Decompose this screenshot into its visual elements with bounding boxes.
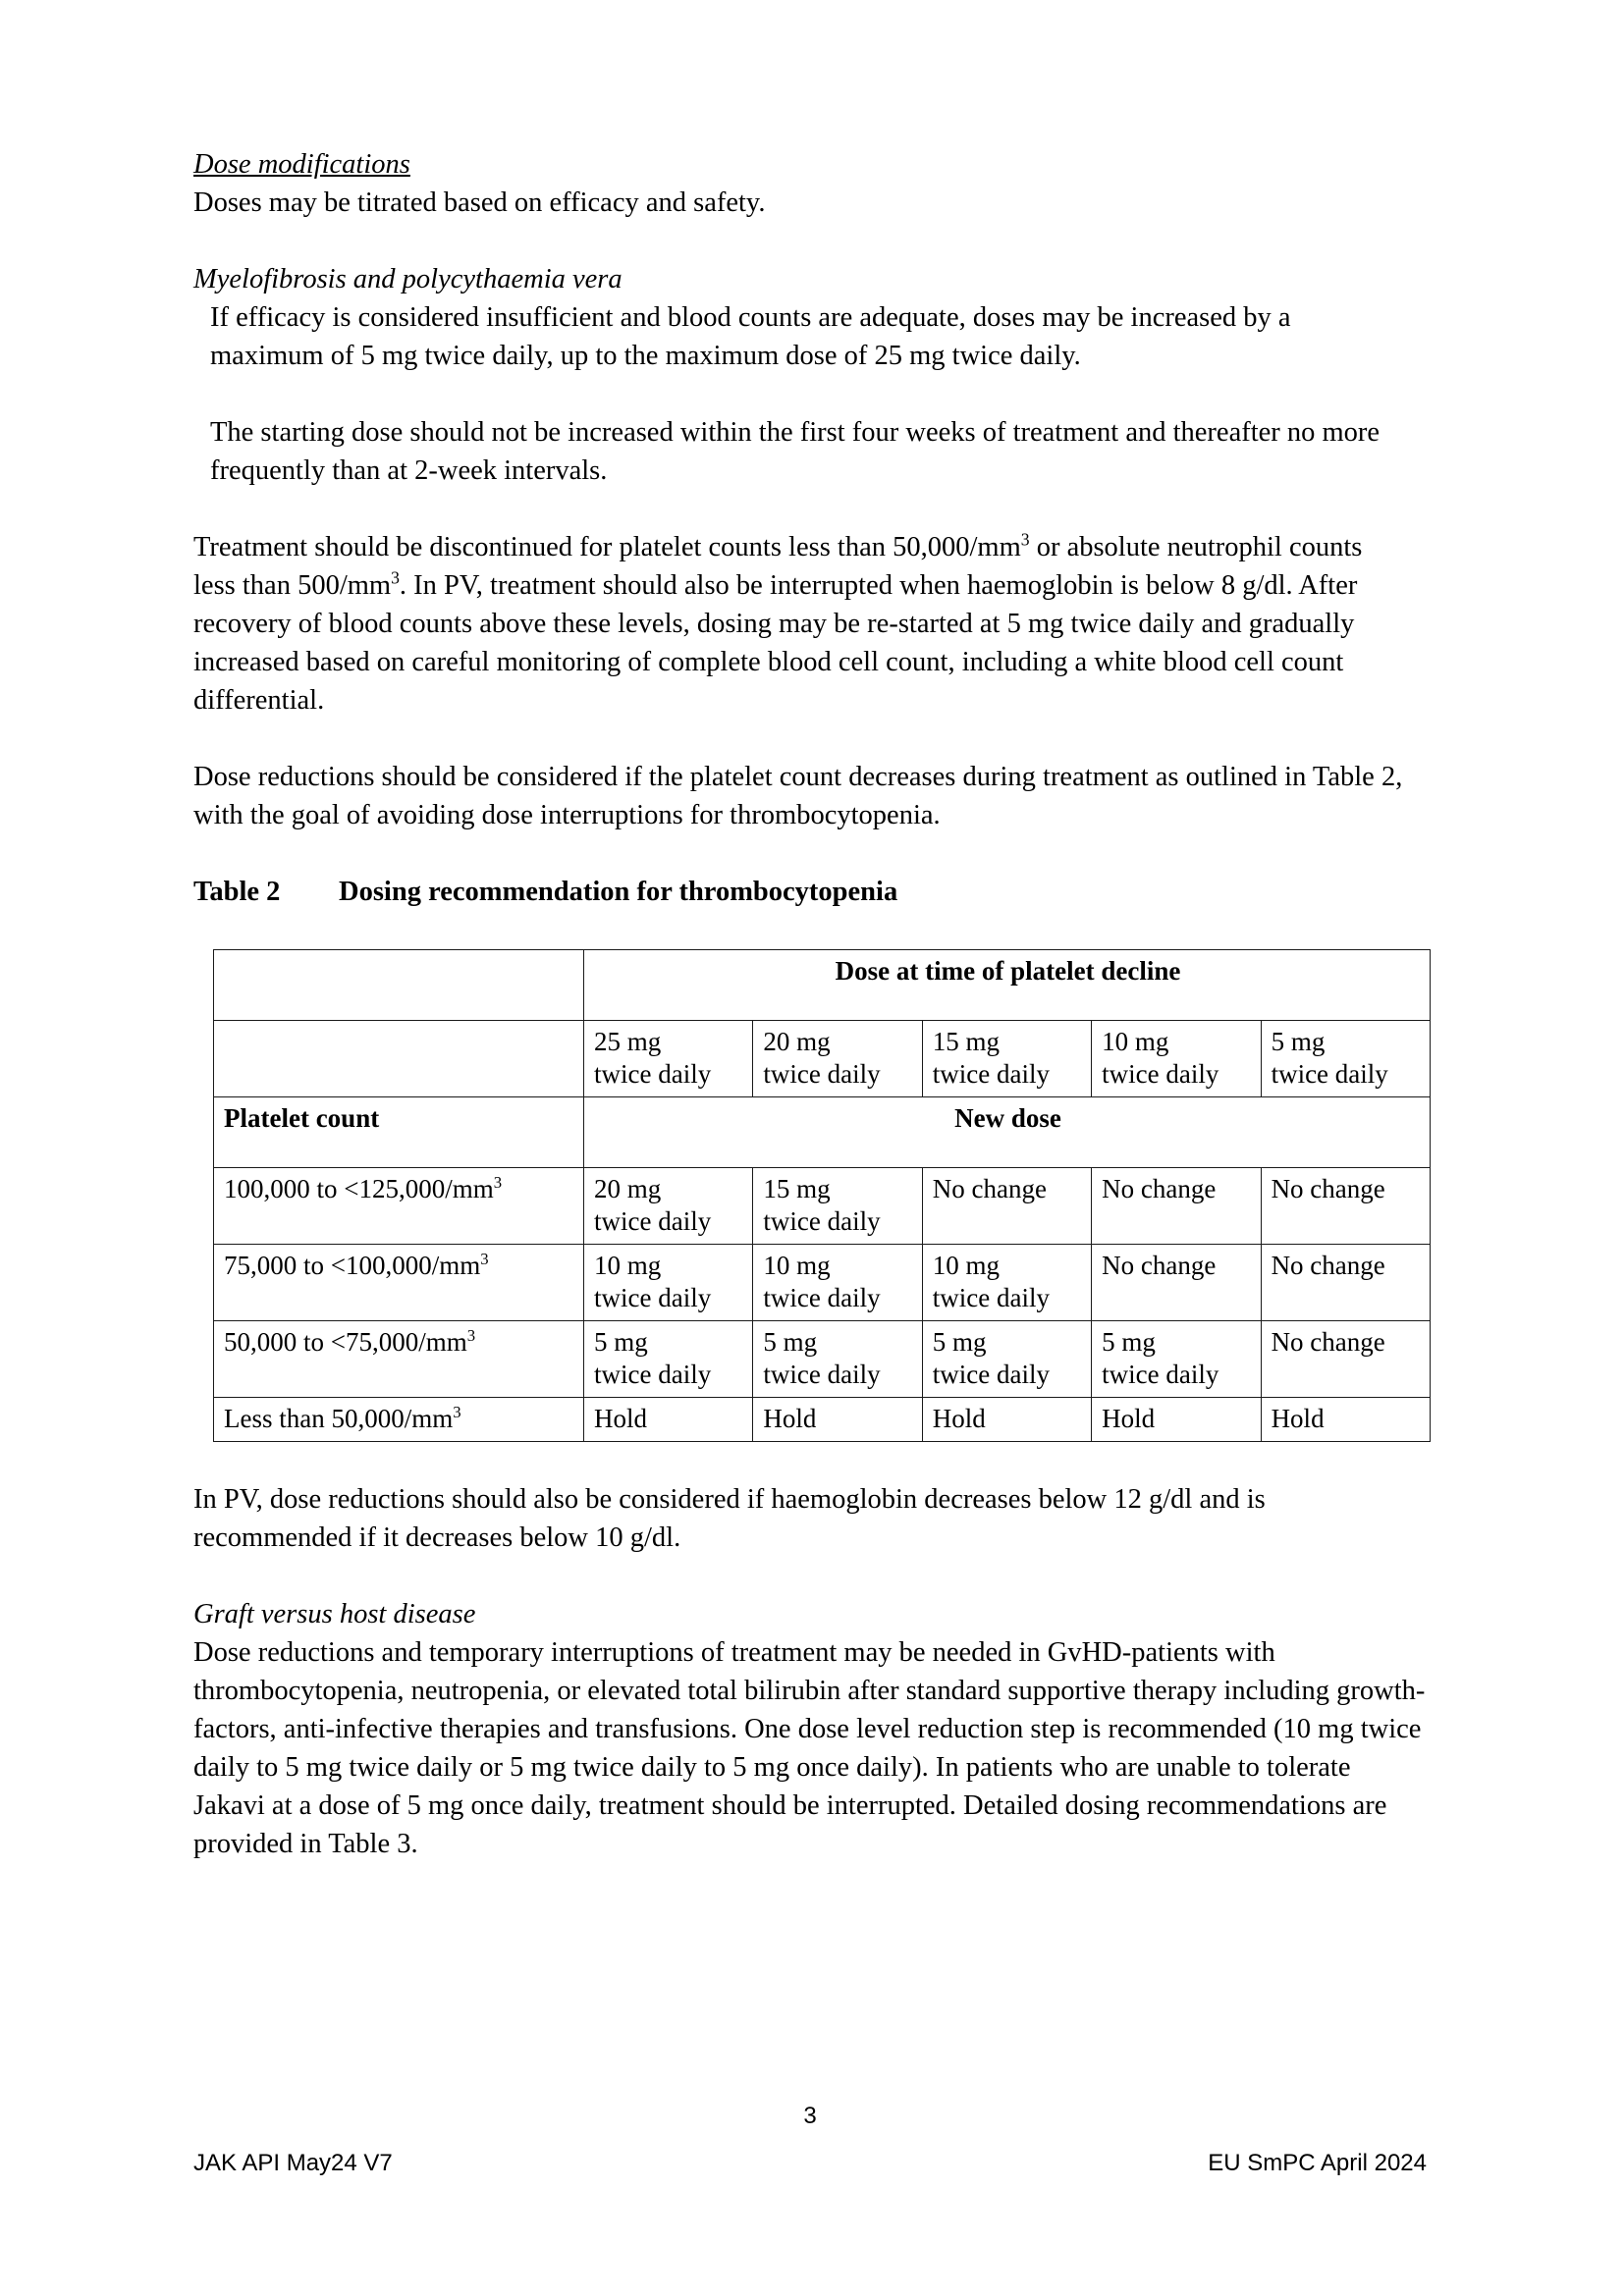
- spacer: [193, 490, 1427, 528]
- discontinuation-text-part-3: . In PV, treatment should also be interrupted when haemoglobin is below 8 g/dl. After recovery of blood counts above these levels, dosing may be re-started at 5 mg twice daily and gradually increased based on careful monitoring of complete blood cell count, including a white blood cell count differential.: [193, 570, 1358, 716]
- cell-new-dose-header: New dose: [584, 1097, 1431, 1168]
- cell-new-dose-2: [753, 1321, 922, 1398]
- cell-dose-column-3: [922, 1021, 1091, 1097]
- table2-caption-number: Table 2: [193, 877, 281, 907]
- dose-frequency: twice daily: [1102, 1059, 1219, 1089]
- page-number: 3: [803, 2103, 817, 2129]
- cell-new-dose-1: [584, 1321, 753, 1398]
- new-dose-line1: No change: [1102, 1251, 1217, 1280]
- page-content: [193, 145, 1427, 1863]
- cell-new-dose-5: [1261, 1245, 1430, 1321]
- superscript-cubic-mm: 3: [480, 1250, 489, 1268]
- new-dose-line1: No change: [932, 1174, 1047, 1203]
- cell-dose-column-5: [1261, 1021, 1430, 1097]
- dose-value: 10 mg: [1102, 1027, 1169, 1056]
- paragraph-efficacy-increase: If efficacy is considered insufficient and blood counts are adequate, doses may be increased by a maximum of 5 mg twice daily, up to the maximum dose of 25 mg twice daily.: [210, 302, 1291, 371]
- spacer: [193, 222, 1427, 260]
- paragraph-pv-haemoglobin: In PV, dose reductions should also be considered if haemoglobin decreases below 12 g/dl and is recommended if it decreases below 10 g/dl.: [193, 1484, 1266, 1553]
- footer-smpc-date: EU SmPC April 2024: [1208, 2150, 1427, 2176]
- paragraph-intro: Doses may be titrated based on efficacy and safety.: [193, 187, 766, 218]
- new-dose-line1: No change: [1271, 1251, 1385, 1280]
- table2-caption: [193, 873, 1427, 911]
- cell-new-dose-5: [1261, 1321, 1430, 1398]
- cell-dose-column-4: [1092, 1021, 1261, 1097]
- cell-new-dose-2: [753, 1245, 922, 1321]
- platelet-range-text: Less than 50,000/mm: [224, 1404, 454, 1433]
- new-dose-line1: No change: [1271, 1327, 1385, 1357]
- dose-value: 20 mg: [763, 1027, 831, 1056]
- dose-frequency: twice daily: [1271, 1059, 1388, 1089]
- cell-empty-corner: [214, 950, 584, 1021]
- spacer: [193, 375, 1427, 413]
- new-dose-line1: 10 mg: [932, 1251, 1001, 1280]
- new-dose-line2: twice daily: [763, 1206, 881, 1236]
- dose-value: 5 mg: [1271, 1027, 1326, 1056]
- new-dose-line1: 15 mg: [763, 1174, 831, 1203]
- dose-value: 25 mg: [594, 1027, 662, 1056]
- spacer: [193, 1557, 1427, 1595]
- cell-group-header-dose-at-decline: Dose at time of platelet decline: [584, 950, 1431, 1021]
- cell-platelet-range: [214, 1321, 584, 1398]
- paragraph-dose-reductions-table-ref: Dose reductions should be considered if the platelet count decreases during treatment as outlined in Table 2, with the goal of avoiding dose interruptions for thrombocytopenia.: [193, 762, 1403, 830]
- cell-new-dose-3: [922, 1245, 1091, 1321]
- superscript-cubic-mm-2: 3: [391, 567, 400, 588]
- cell-new-dose-4: Hold: [1092, 1398, 1261, 1442]
- cell-platelet-count-header: Platelet count: [214, 1097, 584, 1168]
- footer-document-code: JAK API May24 V7: [193, 2150, 393, 2176]
- table2-body: [214, 950, 1431, 1442]
- new-dose-line1: No change: [1271, 1174, 1385, 1203]
- cell-new-dose-4: [1092, 1321, 1261, 1398]
- paragraph-gvhd-dose-reductions: Dose reductions and temporary interruptions of treatment may be needed in GvHD-patients with thrombocytopenia, neutropenia, or elevated total bilirubin after standard supportive therapy including growth-factors, anti-infective therapies and transfusions. One dose level reduction step is recommended (10 mg twice daily to 5 mg twice daily or 5 mg twice daily to 5 mg once daily). In patients who are unable to tolerate Jakavi at a dose of 5 mg once daily, treatment should be interrupted. Detailed dosing recommendations are provided in Table 3.: [193, 1637, 1426, 1859]
- dose-frequency: twice daily: [763, 1059, 881, 1089]
- new-dose-line1: 5 mg: [1102, 1327, 1156, 1357]
- cell-dose-column-2: [753, 1021, 922, 1097]
- paragraph-discontinuation-criteria: [193, 528, 1396, 720]
- table-row-new-dose-header: [214, 1097, 1431, 1168]
- subheading-myelofibrosis-polycythaemia-vera: Myelofibrosis and polycythaemia vera: [193, 264, 623, 294]
- subheading-graft-versus-host-disease: Graft versus host disease: [193, 1599, 476, 1629]
- cell-new-dose-3: [922, 1321, 1091, 1398]
- new-dose-line2: twice daily: [1102, 1360, 1219, 1389]
- dose-frequency: twice daily: [932, 1059, 1050, 1089]
- spacer: [193, 834, 1427, 873]
- cell-new-dose-4: [1092, 1245, 1261, 1321]
- superscript-cubic-mm-1: 3: [1020, 529, 1030, 550]
- new-dose-line2: twice daily: [763, 1360, 881, 1389]
- table-row: [214, 1168, 1431, 1245]
- table-row: [214, 1398, 1431, 1442]
- cell-new-dose-3: [922, 1168, 1091, 1245]
- new-dose-line2: twice daily: [594, 1283, 712, 1312]
- new-dose-line1: 20 mg: [594, 1174, 662, 1203]
- dose-frequency: twice daily: [594, 1059, 712, 1089]
- discontinuation-text-part-2: or absolute neutrophil counts less than 500/mm: [193, 532, 1363, 601]
- cell-new-dose-1: [584, 1168, 753, 1245]
- table-row-group-header: [214, 950, 1431, 1021]
- cell-new-dose-5: [1261, 1168, 1430, 1245]
- paragraph-starting-dose-interval: The starting dose should not be increased within the first four weeks of treatment and thereafter no more frequently than at 2-week intervals.: [210, 417, 1380, 486]
- cell-platelet-range: [214, 1168, 584, 1245]
- cell-new-dose-5: Hold: [1261, 1398, 1430, 1442]
- new-dose-line2: twice daily: [594, 1206, 712, 1236]
- platelet-range-text: 75,000 to <100,000/mm: [224, 1251, 481, 1280]
- table2-caption-title: Dosing recommendation for thrombocytopenia: [339, 877, 898, 907]
- table-row-dose-columns: [214, 1021, 1431, 1097]
- platelet-range-text: 100,000 to <125,000/mm: [224, 1174, 494, 1203]
- new-dose-line2: twice daily: [932, 1283, 1050, 1312]
- cell-empty-left: [214, 1021, 584, 1097]
- new-dose-line2: twice daily: [594, 1360, 712, 1389]
- new-dose-line1: 10 mg: [594, 1251, 662, 1280]
- cell-dose-column-1: [584, 1021, 753, 1097]
- new-dose-line2: twice daily: [932, 1360, 1050, 1389]
- new-dose-line1: 10 mg: [763, 1251, 831, 1280]
- table2-dosing-recommendation: [213, 949, 1431, 1442]
- cell-platelet-range: [214, 1245, 584, 1321]
- superscript-cubic-mm: 3: [466, 1326, 476, 1345]
- cell-new-dose-1: Hold: [584, 1398, 753, 1442]
- table-row: [214, 1245, 1431, 1321]
- new-dose-line1: 5 mg: [594, 1327, 648, 1357]
- platelet-range-text: 50,000 to <75,000/mm: [224, 1327, 467, 1357]
- spacer: [193, 720, 1427, 758]
- new-dose-line1: 5 mg: [763, 1327, 818, 1357]
- cell-new-dose-1: [584, 1245, 753, 1321]
- cell-new-dose-2: [753, 1168, 922, 1245]
- cell-new-dose-3: Hold: [922, 1398, 1091, 1442]
- cell-new-dose-4: [1092, 1168, 1261, 1245]
- new-dose-line1: No change: [1102, 1174, 1217, 1203]
- superscript-cubic-mm: 3: [493, 1173, 503, 1192]
- footer-row: [193, 2150, 1427, 2177]
- new-dose-line1: 5 mg: [932, 1327, 987, 1357]
- dose-value: 15 mg: [932, 1027, 1001, 1056]
- spacer: [193, 1442, 1427, 1480]
- section-heading-dose-modifications: Dose modifications: [193, 149, 410, 180]
- new-dose-line2: twice daily: [763, 1283, 881, 1312]
- cell-platelet-range: [214, 1398, 584, 1442]
- discontinuation-text-part-1: Treatment should be discontinued for platelet counts less than 50,000/mm: [193, 532, 1021, 562]
- table-row: [214, 1321, 1431, 1398]
- cell-new-dose-2: Hold: [753, 1398, 922, 1442]
- superscript-cubic-mm: 3: [453, 1403, 461, 1421]
- spacer: [193, 911, 1427, 949]
